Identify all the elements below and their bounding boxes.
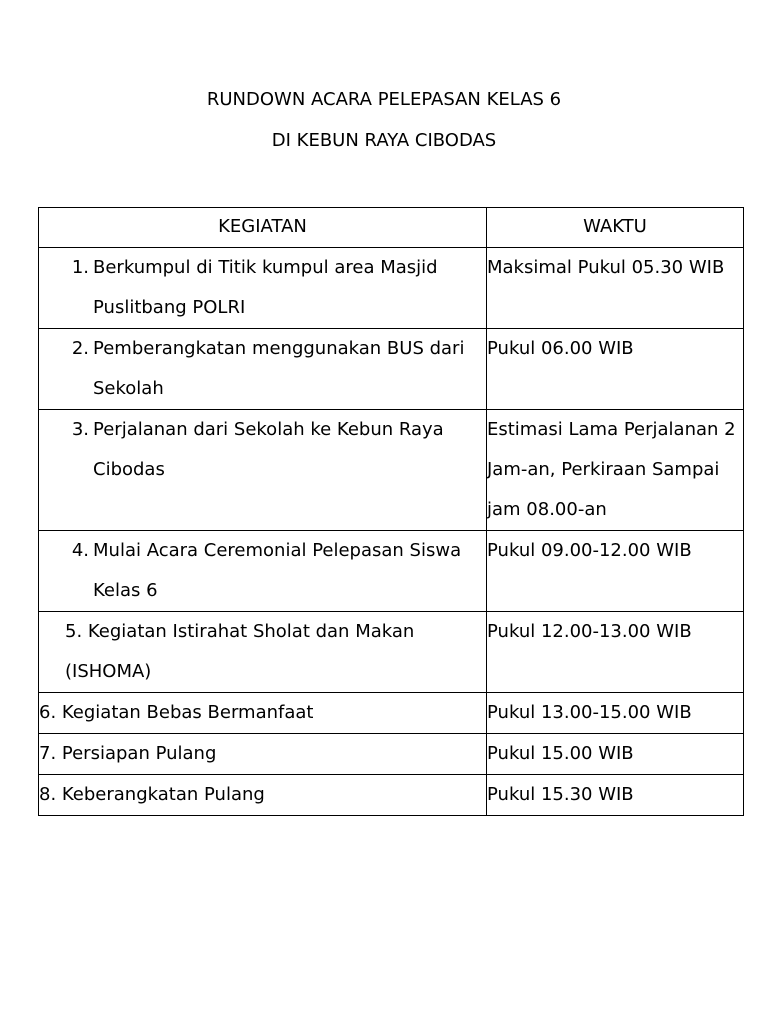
activity-number: 4. (71, 540, 89, 561)
header-activity: KEGIATAN (39, 208, 487, 248)
activity-cell (39, 248, 487, 329)
table-row (39, 410, 744, 531)
document-title: RUNDOWN ACARA PELEPASAN KELAS 6 (206, 89, 562, 110)
activity-cell (39, 410, 487, 531)
activity-cell (39, 531, 487, 612)
activity-text: Perjalanan dari Sekolah ke Kebun Raya Cibodas (93, 419, 444, 480)
time-cell: Pukul 15.30 WIB (487, 775, 744, 816)
activity-text: 5. Kegiatan Istirahat Sholat dan Makan (ISHOMA) (65, 621, 415, 682)
table-row (39, 693, 744, 734)
activity-text: Pemberangkatan menggunakan BUS dari Sekolah (93, 338, 465, 399)
table-row (39, 734, 744, 775)
activity-cell (39, 329, 487, 410)
table-header-row (39, 208, 744, 248)
table-row (39, 612, 744, 693)
document-subtitle: DI KEBUN RAYA CIBODAS (271, 130, 497, 151)
activity-number: 2. (71, 338, 89, 359)
rundown-table (38, 207, 744, 816)
time-cell: Pukul 13.00-15.00 WIB (487, 693, 744, 734)
table-row (39, 248, 744, 329)
table-row (39, 531, 744, 612)
activity-text: Berkumpul di Titik kumpul area Masjid Puslitbang POLRI (93, 257, 438, 318)
activity-number: 1. (71, 257, 89, 278)
time-cell: Pukul 09.00-12.00 WIB (487, 531, 744, 612)
activity-cell: 8. Keberangkatan Pulang (39, 775, 487, 816)
header-time: WAKTU (487, 208, 744, 248)
activity-cell (39, 612, 487, 693)
time-cell: Pukul 15.00 WIB (487, 734, 744, 775)
activity-cell: 7. Persiapan Pulang (39, 734, 487, 775)
time-cell: Pukul 12.00-13.00 WIB (487, 612, 744, 693)
table-row (39, 775, 744, 816)
activity-text: Mulai Acara Ceremonial Pelepasan Siswa Kelas 6 (93, 540, 462, 601)
time-cell: Pukul 06.00 WIB (487, 329, 744, 410)
time-cell: Estimasi Lama Perjalanan 2 Jam-an, Perkiraan Sampai jam 08.00-an (487, 410, 744, 531)
table-row (39, 329, 744, 410)
time-cell: Maksimal Pukul 05.30 WIB (487, 248, 744, 329)
activity-number: 3. (71, 419, 89, 440)
activity-cell: 6. Kegiatan Bebas Bermanfaat (39, 693, 487, 734)
